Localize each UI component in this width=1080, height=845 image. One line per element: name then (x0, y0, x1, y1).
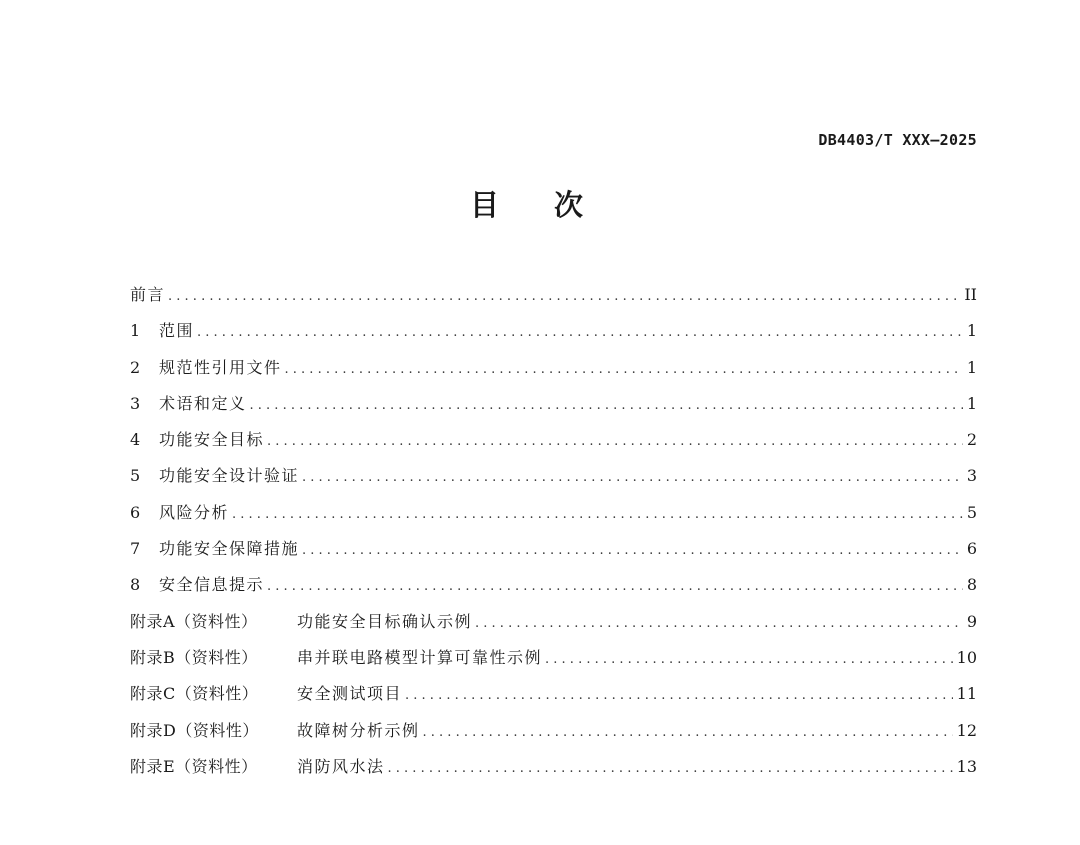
toc-entry-page-number: 1 (966, 357, 977, 377)
toc-entry-title: 串并联电路模型计算可靠性示例 (297, 647, 543, 667)
dot-leader (423, 718, 953, 748)
toc-entry[interactable] (130, 607, 977, 643)
toc-entry-number: 7 (130, 539, 141, 559)
toc-entry-number: 1 (130, 321, 141, 341)
toc-entry-title: 消防风水法 (297, 756, 385, 776)
toc-entry-title: 术语和定义 (159, 393, 247, 413)
dot-leader (267, 572, 963, 602)
toc-entry-page-number: 2 (966, 430, 977, 450)
toc-entry[interactable] (130, 570, 977, 606)
toc-entry[interactable] (130, 752, 977, 788)
toc-entry-title: 风险分析 (159, 502, 230, 522)
document-code: DB4403/T XXX—2025 (818, 131, 977, 149)
dot-leader (285, 355, 963, 385)
toc-entry[interactable] (130, 353, 977, 389)
toc-entry-page-number: 6 (966, 539, 977, 559)
toc-entry-title: 功能安全目标确认示例 (297, 611, 473, 631)
toc-entry[interactable] (130, 389, 977, 425)
toc-entry-title: 安全测试项目 (297, 684, 403, 704)
toc-entry-title: 范围 (159, 321, 195, 341)
toc-entry-number: 4 (130, 430, 141, 450)
toc-entry-title: 规范性引用文件 (159, 357, 282, 377)
toc-entry[interactable] (130, 280, 977, 316)
toc-entry-number: 3 (130, 393, 141, 413)
toc-entry-title: 故障树分析示例 (297, 720, 420, 740)
toc-entry-number: 8 (130, 575, 141, 595)
dot-leader (232, 500, 963, 530)
toc-entry-title: 功能安全目标 (159, 430, 265, 450)
toc-entry-number: 5 (130, 466, 141, 486)
dot-leader (388, 754, 953, 784)
dot-leader (405, 681, 953, 711)
toc-entry[interactable] (130, 316, 977, 352)
toc-entry-title: 前言 (130, 285, 166, 304)
toc-entry-page-number: 1 (966, 393, 977, 413)
toc-entry-title: 功能安全保障措施 (159, 539, 300, 559)
toc-entry-page-number: 13 (956, 756, 977, 776)
toc-entry-page-number: 5 (966, 502, 977, 522)
toc-entry-appendix-label: 附录B（资料性） (130, 647, 258, 667)
toc-entry-number: 2 (130, 357, 141, 377)
table-of-contents (130, 280, 977, 788)
toc-entry-page-number: 9 (966, 611, 977, 631)
dot-leader (168, 282, 960, 312)
toc-entry-page-number: 11 (956, 684, 977, 704)
dot-leader (545, 645, 953, 675)
toc-entry[interactable] (130, 425, 977, 461)
page-title: 目次 (469, 188, 638, 222)
toc-entry-page-number: II (964, 285, 977, 304)
toc-entry-page-number: 10 (956, 647, 977, 667)
dot-leader (302, 536, 963, 566)
dot-leader (475, 609, 963, 639)
dot-leader (197, 318, 963, 348)
toc-entry[interactable] (130, 716, 977, 752)
toc-entry-appendix-label: 附录C（资料性） (130, 684, 259, 704)
dot-leader (267, 427, 963, 457)
toc-entry-page-number: 12 (956, 720, 977, 740)
toc-entry[interactable] (130, 498, 977, 534)
toc-entry[interactable] (130, 643, 977, 679)
dot-leader (302, 463, 963, 493)
toc-entry[interactable] (130, 461, 977, 497)
toc-entry-appendix-label: 附录D（资料性） (130, 720, 259, 740)
toc-entry-number: 6 (130, 502, 141, 522)
toc-entry-page-number: 3 (966, 466, 977, 486)
toc-entry-title: 安全信息提示 (159, 575, 265, 595)
toc-entry-appendix-label: 附录E（资料性） (130, 756, 258, 776)
toc-entry-page-number: 1 (966, 321, 977, 341)
toc-entry-title: 功能安全设计验证 (159, 466, 300, 486)
toc-entry[interactable] (130, 679, 977, 715)
dot-leader (250, 391, 963, 421)
toc-entry-page-number: 8 (966, 575, 977, 595)
toc-entry[interactable] (130, 534, 977, 570)
toc-entry-appendix-label: 附录A（资料性） (130, 611, 258, 631)
